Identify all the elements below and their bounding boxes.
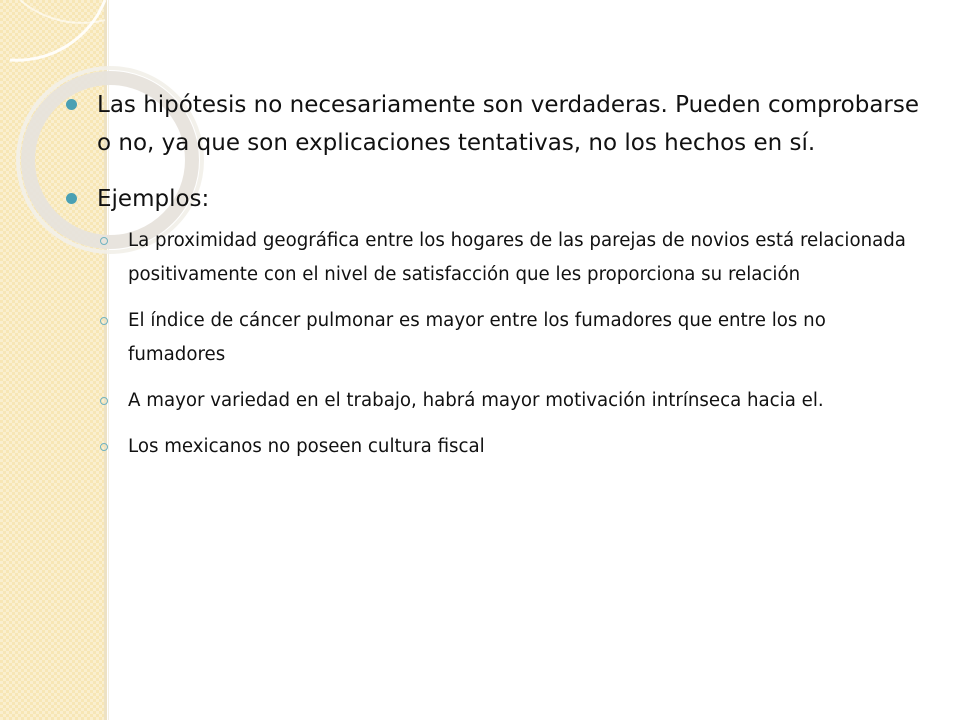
sub-bullet-ring-icon xyxy=(100,317,108,325)
example-text: A mayor variedad en el trabajo, habrá mayor motivación intrínseca hacia el. xyxy=(128,390,824,411)
bullet-item-hypotheses xyxy=(66,86,926,162)
example-item xyxy=(97,224,922,292)
bullet-item-examples xyxy=(66,180,926,464)
example-item xyxy=(97,304,922,372)
bullet-dot-icon xyxy=(66,193,77,204)
bullet-dot-icon xyxy=(66,99,77,110)
example-item xyxy=(97,384,922,418)
slide-content xyxy=(66,86,926,476)
example-text: El índice de cáncer pulmonar es mayor entre los fumadores que entre los no fumadores xyxy=(128,310,826,365)
bullet-list xyxy=(66,86,926,464)
bullet-text: Ejemplos: xyxy=(97,186,210,212)
sub-bullet-ring-icon xyxy=(100,237,108,245)
sub-bullet-ring-icon xyxy=(100,397,108,405)
sub-bullet-ring-icon xyxy=(100,443,108,451)
example-text: Los mexicanos no poseen cultura fiscal xyxy=(128,436,485,457)
example-text: La proximidad geográfica entre los hogares de las parejas de novios está relacionada positivamente con el nivel de satisfacción que les proporciona su relación xyxy=(128,230,906,285)
example-item xyxy=(97,430,922,464)
examples-list xyxy=(97,224,926,464)
bullet-text: Las hipótesis no necesariamente son verdaderas. Pueden comprobarse o no, ya que son explicaciones tentativas, no los hechos en sí. xyxy=(97,92,920,156)
